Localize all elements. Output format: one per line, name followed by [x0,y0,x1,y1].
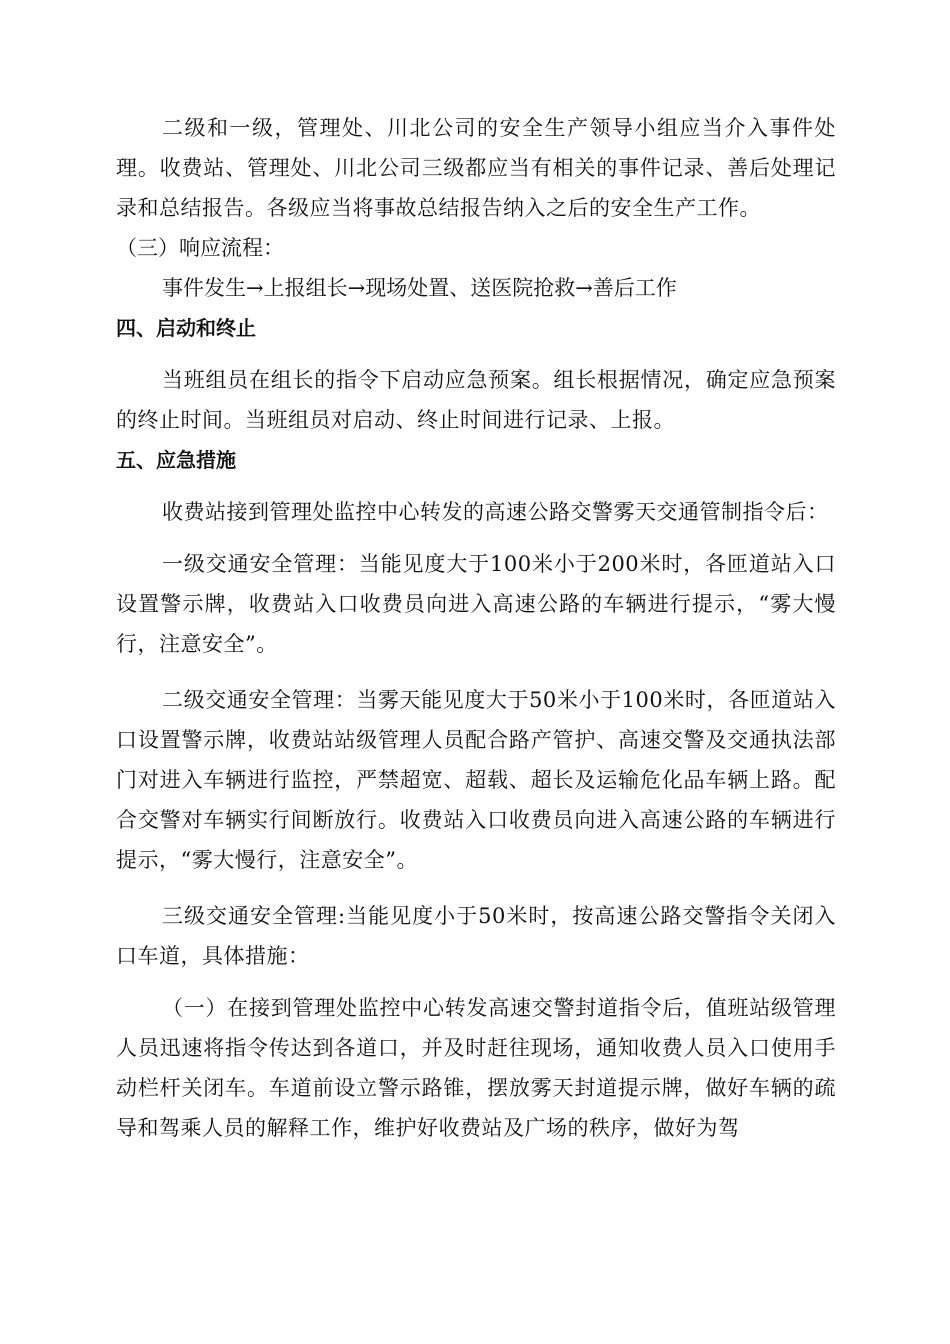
paragraph-level-two: 二级交通安全管理：当雾天能见度大于50米小于100米时，各匝道站入口设置警示牌，收费站站级管理人员配合路产管护、高速交警及交通执法部门对进入车辆进行监控，严禁超宽、超载、超长及运输危化品车辆上路。配合交警对车辆实行间断放行。收费站入口收费员向进入高速公路的车辆进行提示，“雾大慢行，注意安全”。 [116,688,836,872]
paragraph-level-three: 三级交通安全管理:当能见度小于50米时，按高速公路交警指令关闭入口车道，具体措施： [116,904,836,968]
paragraph-level-one: 一级交通安全管理：当能见度大于100米小于200米时，各匝道站入口设置警示牌，收费站入口收费员向进入高速公路的车辆进行提示，“雾大慢行，注意安全”。 [116,552,836,656]
heading-start-stop: 四、启动和终止 [116,316,256,340]
paragraph-start-stop: 当班组员在组长的指令下启动应急预案。组长根据情况，确定应急预案的终止时间。当班组员对启动、终止时间进行记录、上报。 [116,368,836,432]
paragraph-measure-one: （一）在接到管理处监控中心转发高速交警封道指令后，值班站级管理人员迅速将指令传达到各道口，并及时赶往现场，通知收费人员入口使用手动栏杆关闭车。车道前设立警示路锥，摆放雾天封道提示牌，做好车辆的疏导和驾乘人员的解释工作，维护好收费站及广场的秩序，做好为驾 [116,996,836,1140]
heading-emergency-measures: 五、应急措施 [116,448,236,472]
paragraph-receive-order: 收费站接到管理处监控中心转发的高速公路交警雾天交通管制指令后： [162,500,829,524]
subheading-response-process: （三）响应流程： [116,236,284,260]
response-flow: 事件发生→上报组长→现场处置、送医院抢救→善后工作 [162,276,677,300]
paragraph-escalation: 二级和一级，管理处、川北公司的安全生产领导小组应当介入事件处理。收费站、管理处、川北公司三级都应当有相关的事件记录、善后处理记录和总结报告。各级应当将事故总结报告纳入之后的安全生产工作。 [116,116,836,220]
document-body [116,108,836,1148]
